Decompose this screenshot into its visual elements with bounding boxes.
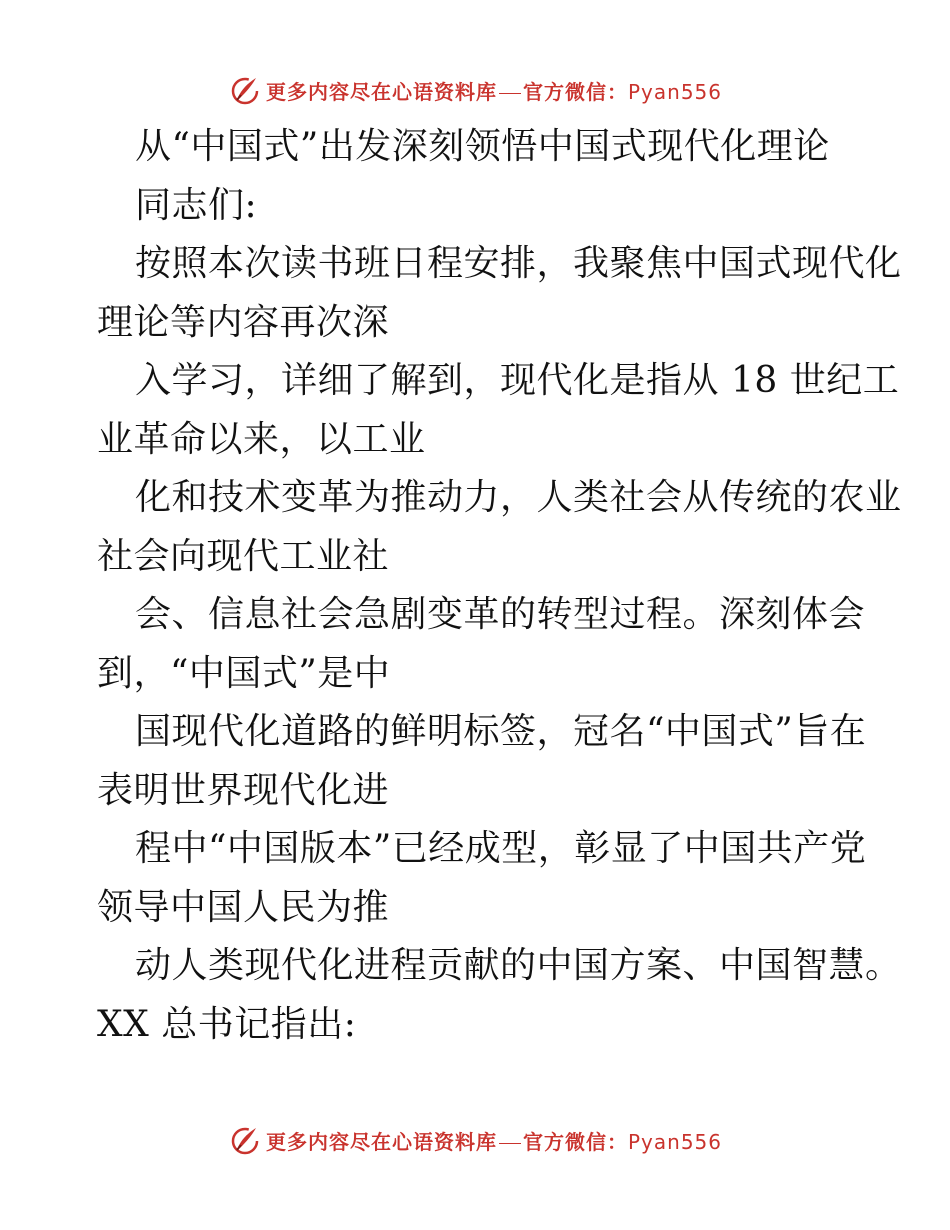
- text-line: 同志们:: [135, 184, 258, 226]
- text-line: 从“中国式”出发深刻领悟中国式现代化理论: [135, 126, 830, 167]
- banner-secondary-text: 官方微信：: [522, 1129, 628, 1154]
- quill-swirl-icon: [228, 73, 262, 107]
- header-banner: [0, 70, 950, 110]
- banner-text: [266, 76, 722, 105]
- text-line: 程中“中国版本”已经成型，彰显了中国共产党: [135, 828, 867, 869]
- text-line: 社会向现代工业社: [97, 535, 390, 577]
- banner-main-text: 更多内容尽在心语资料库: [265, 1129, 497, 1154]
- text-line: 业革命以来，以工业: [97, 418, 426, 460]
- text-line: 国现代化道路的鲜明标签，冠名“中国式”旨在: [135, 711, 867, 752]
- banner-separator: [499, 93, 521, 94]
- text-line: 动人类现代化进程贡献的中国方案、中国智慧。: [135, 945, 902, 986]
- banner-handle: Pyan556: [627, 79, 722, 104]
- text-line: 表明世界现代化进: [97, 769, 390, 811]
- text-line: 按照本次读书班日程安排，我聚焦中国式现代化: [135, 243, 902, 284]
- footer-banner: [0, 1120, 950, 1160]
- text-line: XX 总书记指出:: [97, 1003, 357, 1045]
- document-body: [97, 118, 902, 1054]
- banner-separator: [499, 1143, 521, 1144]
- text-line: 领导中国人民为推: [97, 886, 390, 928]
- text-line: 到，“中国式”是中: [97, 652, 391, 694]
- text-line: 理论等内容再次深: [97, 301, 390, 343]
- banner-text: [266, 1126, 722, 1155]
- text-line: 入学习，详细了解到，现代化是指从 18 世纪工: [135, 360, 900, 401]
- text-line: 会、信息社会急剧变革的转型过程。深刻体会: [135, 594, 866, 635]
- banner-main-text: 更多内容尽在心语资料库: [265, 79, 497, 104]
- banner-secondary-text: 官方微信：: [522, 79, 628, 104]
- banner-handle: Pyan556: [627, 1129, 722, 1154]
- text-line: 化和技术变革为推动力，人类社会从传统的农业: [135, 477, 902, 518]
- quill-swirl-icon: [228, 1123, 262, 1157]
